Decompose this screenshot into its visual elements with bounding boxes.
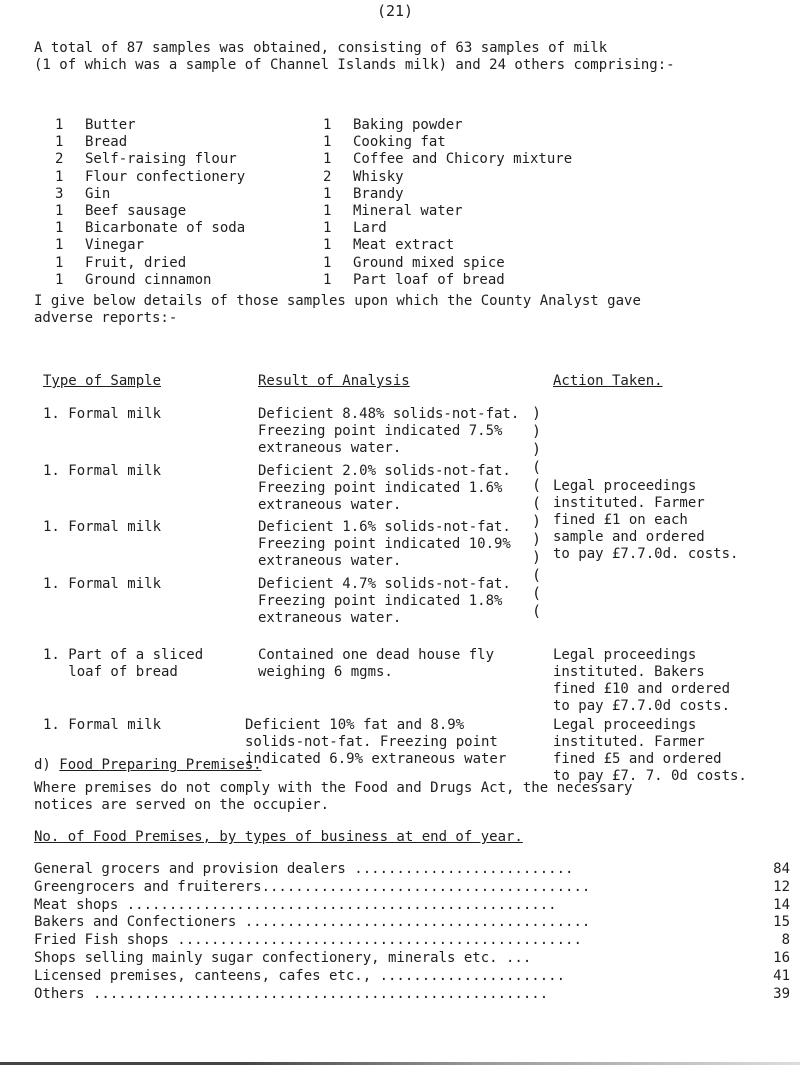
list-item: [34, 914, 790, 932]
entry-result: [258, 519, 511, 570]
result-line: extraneous water.: [258, 553, 402, 569]
action-line: Legal proceedings: [553, 717, 697, 733]
sample-item: Ground cinnamon: [85, 271, 212, 288]
sample-item: Butter: [85, 117, 136, 133]
result-line: Deficient 10% fat and 8.9%: [245, 717, 465, 733]
type-line: 1. Part of a sliced: [43, 647, 204, 663]
premises-count: 15: [773, 914, 790, 931]
result-line: weighing 6 mgms.: [258, 664, 393, 680]
sample-qty: 1: [323, 220, 332, 237]
premises-label: Greengrocers and fruiterers.......................................: [34, 878, 591, 895]
action-line: to pay £7. 7. 0d costs.: [553, 768, 747, 784]
sample-row: [55, 237, 245, 254]
premises-count: 12: [773, 878, 790, 895]
sample-item: Bicarbonate of soda: [85, 220, 246, 237]
premises-label: Bakers and Confectioners .........................................: [34, 914, 591, 931]
section-d-label: d): [34, 757, 51, 773]
list-item: [34, 986, 790, 1004]
action-line: to pay £7.7.0d. costs.: [553, 546, 739, 562]
adverse-reports-intro: [34, 293, 641, 327]
sample-item: Beef sausage: [85, 202, 187, 219]
section-d-heading: [34, 757, 262, 774]
grouped-action: [553, 478, 738, 563]
result-line: extraneous water.: [258, 440, 402, 456]
action-line: instituted. Farmer: [553, 734, 705, 750]
sample-row: [323, 186, 572, 203]
para-line: notices are served on the occupier.: [34, 797, 330, 813]
premises-label: Shops selling mainly sugar confectionery, minerals etc. ...: [34, 949, 532, 966]
entry-action: [553, 647, 730, 715]
sample-item: Brandy: [353, 185, 404, 202]
list-item: [34, 861, 790, 879]
result-line: solids-not-fat. Freezing point: [245, 734, 498, 750]
type-line: loaf of bread: [43, 664, 178, 680]
sample-qty: 1: [323, 202, 332, 219]
sample-row: [55, 134, 245, 151]
premises-count: 39: [773, 985, 790, 1002]
sample-item: Gin: [85, 185, 111, 202]
grouping-brace: ) ) ) ( ( ( ) ) ) ( ( (: [532, 404, 542, 620]
intro-paragraph: [34, 40, 794, 74]
premises-label: Meat shops ...................................................: [34, 896, 557, 913]
premises-count: 16: [773, 949, 790, 966]
sample-row: [323, 203, 572, 220]
action-line: to pay £7.7.0d costs.: [553, 698, 731, 714]
sample-row: [55, 272, 245, 289]
action-line: instituted. Farmer: [553, 495, 705, 511]
sample-item: Whisky: [353, 168, 404, 185]
sample-row: [55, 203, 245, 220]
list-item: [34, 950, 790, 968]
sample-row: [323, 220, 572, 237]
sample-qty: 2: [55, 151, 64, 168]
action-line: Legal proceedings: [553, 647, 697, 663]
sample-qty: 1: [323, 151, 332, 168]
result-line: Deficient 1.6% solids-not-fat.: [258, 519, 511, 535]
result-line: Deficient 4.7% solids-not-fat.: [258, 576, 511, 592]
premises-count: 84: [773, 861, 790, 877]
list-item: [34, 879, 790, 897]
sample-qty: 1: [323, 185, 332, 202]
entry-result: [258, 463, 511, 514]
entry-type: 1. Formal milk: [43, 576, 162, 592]
sample-qty: 1: [55, 168, 64, 185]
premises-label: Others ......................................................: [34, 985, 549, 1002]
sample-qty: 1: [323, 117, 332, 133]
sample-qty: 3: [55, 185, 64, 202]
action-line: fined £1 on each: [553, 512, 688, 528]
page-edge-line: [0, 1062, 800, 1065]
premises-count: 8: [781, 932, 790, 949]
result-line: Freezing point indicated 1.8%: [258, 593, 503, 609]
sample-item: Vinegar: [85, 237, 145, 254]
result-line: Freezing point indicated 7.5%: [258, 423, 503, 439]
result-line: extraneous water.: [258, 497, 402, 513]
sample-qty: 1: [55, 117, 64, 133]
entry-type: 1. Formal milk: [43, 717, 162, 733]
premises-count: 14: [773, 896, 790, 913]
sample-item: Self-raising flour: [85, 151, 237, 168]
page-number: (21): [376, 2, 414, 20]
result-line: Deficient 2.0% solids-not-fat.: [258, 463, 511, 479]
action-line: fined £5 and ordered: [553, 751, 722, 767]
sample-item: Lard: [353, 220, 387, 237]
sample-qty: 1: [55, 220, 64, 237]
sample-qty: 1: [323, 237, 332, 254]
entry-type: 1. Formal milk: [43, 519, 162, 535]
sample-qty: 1: [55, 134, 64, 151]
entry-type: 1. Formal milk: [43, 463, 162, 479]
header-action-text: Action Taken.: [553, 373, 663, 389]
sample-row: [55, 186, 245, 203]
para-line: I give below details of those samples upon which the County Analyst gave: [34, 293, 641, 309]
sample-row: [323, 117, 572, 134]
result-line: Contained one dead house fly: [258, 647, 495, 663]
action-line: instituted. Bakers: [553, 664, 705, 680]
entry-type: [43, 647, 203, 681]
entry-action: [553, 717, 747, 785]
sample-row: [323, 151, 572, 168]
sample-row: [323, 134, 572, 151]
sample-qty: 1: [55, 254, 64, 271]
sample-item: Baking powder: [353, 117, 463, 133]
premises-list: [34, 861, 790, 1003]
action-line: Legal proceedings: [553, 478, 697, 494]
intro-line: (1 of which was a sample of Channel Islands milk) and 24 others comprising:-: [34, 57, 675, 73]
sample-item: Mineral water: [353, 202, 463, 219]
sample-item: Cooking fat: [353, 134, 446, 151]
section-d-title: Food Preparing Premises.: [59, 757, 262, 773]
action-line: fined £10 and ordered: [553, 681, 731, 697]
list-item: [34, 968, 790, 986]
sample-item: Bread: [85, 134, 128, 151]
result-line: Freezing point indicated 10.9%: [258, 536, 511, 552]
para-line: adverse reports:-: [34, 310, 178, 326]
sample-row: [323, 255, 572, 272]
premises-count: 41: [773, 967, 790, 984]
result-line: extraneous water.: [258, 610, 402, 626]
result-line: Freezing point indicated 1.6%: [258, 480, 503, 496]
list-item: [34, 897, 790, 915]
sample-item: Part loaf of bread: [353, 271, 505, 288]
sample-qty: 2: [323, 168, 332, 185]
list-item: [34, 932, 790, 950]
sample-row: [55, 169, 245, 186]
para-line: Where premises do not comply with the Food and Drugs Act, the necessary: [34, 780, 633, 796]
result-line: indicated 6.9% extraneous water: [245, 751, 507, 767]
entry-result: [258, 576, 511, 627]
entry-result: [258, 647, 494, 681]
sample-qty: 1: [323, 254, 332, 271]
action-line: sample and ordered: [553, 529, 705, 545]
sample-qty: 1: [55, 271, 64, 288]
premises-title: No. of Food Premises, by types of business at end of year.: [34, 829, 523, 845]
samples-right-column: [323, 117, 572, 289]
result-line: Deficient 8.48% solids-not-fat.: [258, 406, 520, 422]
header-action-taken: [553, 373, 663, 390]
sample-item: Meat extract: [353, 237, 455, 254]
sample-row: [323, 237, 572, 254]
samples-left-column: [55, 117, 245, 289]
sample-row: [323, 169, 572, 186]
entry-type: 1. Formal milk: [43, 406, 162, 422]
sample-row: [323, 272, 572, 289]
header-result-of-analysis: Result of Analysis: [258, 373, 410, 389]
sample-row: [55, 220, 245, 237]
sample-item: Ground mixed spice: [353, 254, 505, 271]
sample-row: [55, 151, 245, 168]
premises-label: Licensed premises, canteens, cafes etc., ......................: [34, 967, 566, 984]
sample-qty: 1: [323, 134, 332, 151]
premises-label: Fried Fish shops ................................................: [34, 932, 582, 949]
sample-item: Coffee and Chicory mixture: [353, 151, 573, 168]
sample-row: [55, 255, 245, 272]
sample-item: Flour confectionery: [85, 168, 246, 185]
sample-row: [55, 117, 245, 134]
section-d-text: [34, 780, 632, 814]
sample-qty: 1: [55, 237, 64, 254]
entry-result: [258, 406, 519, 457]
intro-line: A total of 87 samples was obtained, consisting of 63 samples of milk: [34, 40, 608, 56]
sample-qty: 1: [55, 202, 64, 219]
header-type-of-sample: Type of Sample: [43, 373, 162, 389]
entry-result: [245, 717, 506, 768]
premises-label: General grocers and provision dealers ..........................: [34, 861, 574, 877]
sample-qty: 1: [323, 271, 332, 288]
sample-item: Fruit, dried: [85, 254, 187, 271]
